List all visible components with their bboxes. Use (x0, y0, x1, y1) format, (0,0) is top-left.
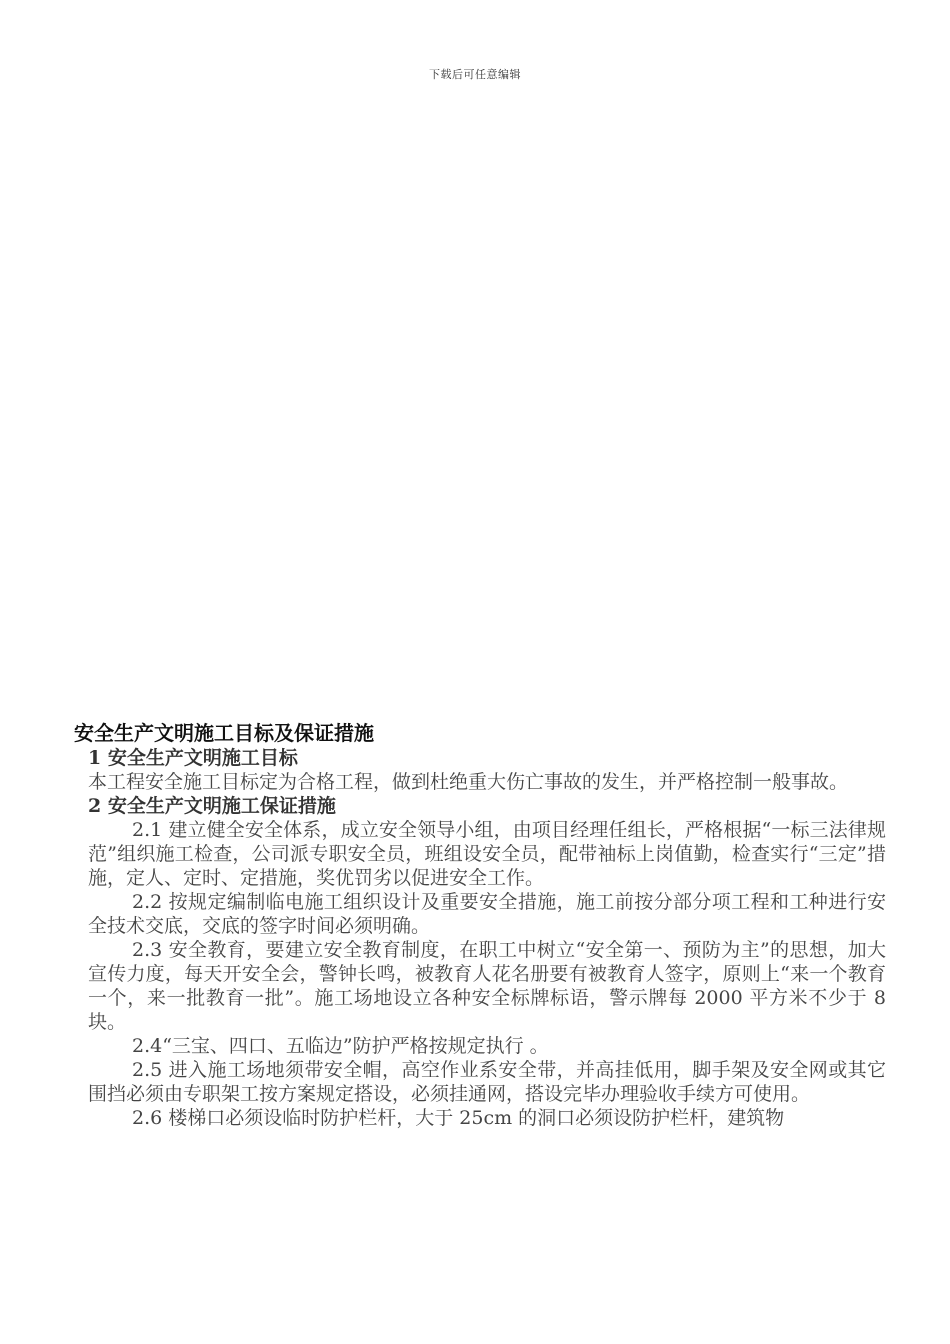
measure-2-6: 2.6 楼梯口必须设临时防护栏杆，大于 25cm 的洞口必须设防护栏杆，建筑物 (132, 1107, 785, 1129)
section-2-heading: 2 安全生产文明施工保证措施 (88, 795, 336, 817)
header-note: 下载后可任意编辑 (429, 68, 521, 81)
measure-2-5: 2.5 进入施工场地须带安全帽，高空作业系安全带，并高挂低用，脚手架及安全网或其它围挡必须由专职架工按方案规定搭设，必须挂通网，搭设完毕办理验收手续方可使用。 (88, 1059, 886, 1105)
document-body (74, 720, 886, 1130)
measure-2-2: 2.2 按规定编制临电施工组织设计及重要安全措施，施工前按分部分项工程和工种进行安全技术交底，交底的签字时间必须明确。 (88, 891, 886, 937)
measure-2-1: 2.1 建立健全安全体系，成立安全领导小组，由项目经理任组长，严格根据“一标三法律规范”组织施工检查，公司派专职安全员，班组设安全员，配带袖标上岗值勤，检查实行“三定”措施，定人、定时、定措施，奖优罚劣以促进安全工作。 (88, 819, 886, 889)
section-1-heading: 1 安全生产文明施工目标 (88, 747, 298, 769)
measure-2-3: 2.3 安全教育，要建立安全教育制度，在职工中树立“安全第一、预防为主”的思想，加大宣传力度，每天开安全会，警钟长鸣，被教育人花名册要有被教育人签字，原则上“来一个教育一个，来一批教育一批”。施工场地设立各种安全标牌标语，警示牌每 2000 平方米不少于 8 块。 (88, 939, 886, 1033)
section-1-paragraph: 本工程安全施工目标定为合格工程，做到杜绝重大伤亡事故的发生，并严格控制一般事故。 (88, 771, 849, 793)
document-title: 安全生产文明施工目标及保证措施 (74, 721, 374, 745)
measure-2-4: 2.4“三宝、四口、五临边”防护严格按规定执行 。 (132, 1035, 549, 1057)
